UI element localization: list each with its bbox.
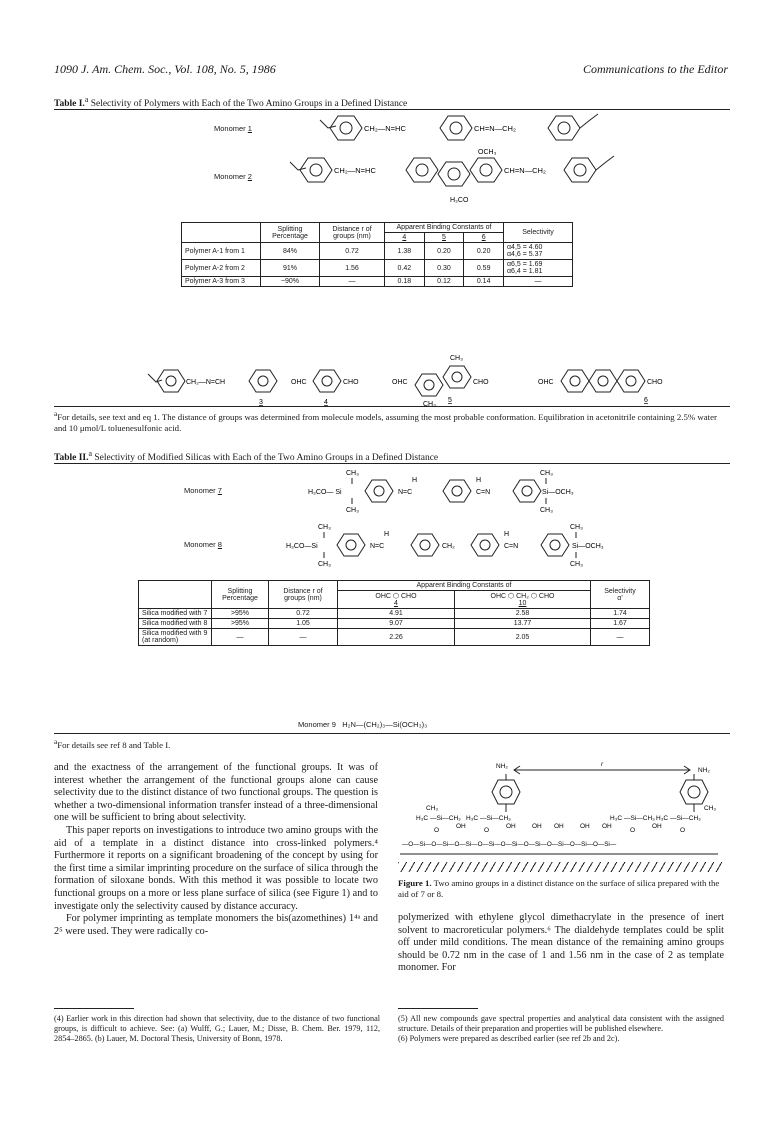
body-right-column (398, 912, 724, 975)
t2-hdr-splitting: Splitting Percentage (212, 581, 269, 609)
svg-text:CH₃: CH₃ (318, 561, 331, 568)
svg-text:H: H (504, 531, 510, 538)
svg-text:N=C: N=C (370, 543, 385, 550)
table1-caption (54, 95, 407, 109)
table-row: Polymer A-3 from 3 ~90% — 0.18 0.12 0.14 — (182, 277, 573, 287)
svg-text:Si—OCH₃: Si—OCH₃ (572, 543, 604, 550)
table1-bottom-rule (54, 406, 730, 407)
monomer7-label: Monomer 7 (184, 486, 222, 495)
svg-text:CH₃: CH₃ (540, 470, 553, 477)
body-left-p2: This paper reports on investigations to introduce two amino groups with the aid of a template in a distinct distance into cross-linked polymers.⁴ Furthermore it reports on a significant broadening of the concept by using for the first time a similar imprinting procedure on the surface of silica through the formation of siloxane bonds. With this method it was possible to locate two functional groups on a more or less plane surface of silica (see Figure 1) and to investigate only the selectivity caused by distance accuracy. (54, 824, 378, 912)
svg-text:O: O (484, 827, 490, 834)
svg-text:H: H (384, 531, 390, 538)
refs-left-rule (54, 1008, 134, 1009)
body-left-p3: For polymer imprinting as template monomers the bis(azomethines) 1⁴ᵃ and 2⁵ were used. They were radically co- (54, 913, 378, 937)
svg-text:CH₃: CH₃ (704, 805, 717, 812)
svg-text:CH₃: CH₃ (540, 507, 553, 514)
svg-text:H: H (412, 477, 418, 484)
svg-text:CH₃: CH₃ (426, 805, 439, 812)
t1-hdr-c6: 6 (464, 233, 504, 243)
svg-text:NH₂: NH₂ (698, 767, 710, 774)
figure1-surface-hatch (398, 862, 722, 872)
svg-text:CH₃: CH₃ (423, 401, 436, 408)
svg-text:C=N: C=N (504, 543, 519, 550)
table2-footnote: $^a$For details see ref 8 and Table I. (54, 737, 171, 750)
svg-text:CH₃: CH₃ (570, 524, 583, 531)
svg-text:CH₂—N=HC: CH₂—N=HC (334, 166, 376, 175)
svg-text:CH₃: CH₃ (450, 355, 463, 362)
svg-text:H₃C: H₃C (466, 815, 479, 822)
svg-text:OH: OH (602, 823, 612, 830)
svg-text:OHC: OHC (291, 379, 307, 386)
monomer8-label: Monomer 8 (184, 540, 222, 549)
svg-text:OHC: OHC (392, 379, 408, 386)
t2-hdr-c4: OHC ⬡ CHO 4 (338, 591, 455, 609)
svg-text:CH₃: CH₃ (346, 470, 359, 477)
body-left-column (54, 762, 378, 938)
monomer9-label: Monomer 9 H₂N—(CH₂)₃—Si(OCH₃)₃ (298, 720, 428, 729)
svg-text:N=C: N=C (398, 489, 413, 496)
svg-text:CH₂: CH₂ (442, 543, 455, 550)
svg-text:C=N: C=N (476, 489, 491, 496)
svg-text:Si—OCH₃: Si—OCH₃ (542, 489, 574, 496)
svg-text:OH: OH (456, 823, 466, 830)
svg-text:OH: OH (506, 823, 516, 830)
table-row: Silica modified with 8 >95% 1.05 9.07 13.77 1.67 (139, 619, 650, 629)
svg-text:4: 4 (324, 399, 328, 406)
svg-text:CH₃: CH₃ (346, 507, 359, 514)
svg-text:NH₂: NH₂ (496, 763, 508, 770)
monomer8-structure (286, 520, 650, 570)
svg-text:—O—Si—O—Si—O—Si—O—Si—O—Si—O—Si: —O—Si—O—Si—O—Si—O—Si—O—Si—O—Si—O—Si—O—Si—O—Si— (402, 841, 617, 848)
table2-top-rule (54, 463, 730, 464)
monomer2-label: Monomer 2 (214, 172, 252, 181)
refs-right (398, 1014, 724, 1045)
refs-left (54, 1014, 380, 1045)
table1-bottom-structures (148, 352, 708, 408)
svg-text:OHC: OHC (538, 379, 554, 386)
figure1-caption: Figure 1. Two amino groups in a distinct distance on the surface of silica prepared with the aid of 7 or 8. (398, 878, 720, 899)
svg-text:3: 3 (259, 399, 263, 406)
table1-data (181, 222, 573, 287)
svg-text:H₃C: H₃C (416, 815, 429, 822)
svg-text:CH=N—CH₂: CH=N—CH₂ (474, 124, 516, 133)
running-header-right: Communications to the Editor (583, 62, 728, 76)
table2-caption-label: Table II. (54, 453, 89, 464)
svg-text:H: H (476, 477, 482, 484)
svg-text:H₃CO— Si: H₃CO— Si (308, 489, 342, 496)
ref-6: (6) Polymers were prepared as described earlier (see ref 2b and 2c). (398, 1034, 620, 1044)
table1-caption-label: Table I. (54, 99, 85, 110)
ref-4: (4) Earlier work in this direction had shown that selectivity, due to the distance of two functional groups, is difficult to achieve. See: (a) Wulff, G.; Lauer, M.; Disse, B. Chem. Ber. 1979, 112, 2854–2865. (b) Lauer, M. Doctoral Thesis, University of Bonn, 1978. (54, 1014, 380, 1044)
t2-hdr-abc: Apparent Binding Constants of (338, 581, 591, 591)
table2-data (138, 580, 650, 646)
t1-hdr-abc: Apparent Binding Constants of (385, 223, 504, 233)
svg-text:H₃C: H₃C (656, 815, 669, 822)
monomer1-label: Monomer 1 (214, 124, 252, 133)
ref-5: (5) All new compounds gave spectral properties and analytical data consistent with the assigned structure. Details of their preparation and properties will be published elsewhere. (398, 1014, 724, 1034)
figure1-diagram (398, 758, 728, 870)
t1-hdr-c5: 5 (424, 233, 464, 243)
t2-hdr-selectivity: Selectivity α' (591, 581, 650, 609)
body-right-p1: polymerized with ethylene glycol dimethacrylate in the presence of inert solvent to macroreticular polymers.⁶ The dialdehyde templates could be split off under mild conditions. The mean distance of the remaining amino groups should be 0.72 nm in the case of 1 and 1.56 nm in the case of 2 as template monomer. For (398, 912, 724, 974)
running-header-left: 1090 J. Am. Chem. Soc., Vol. 108, No. 5, 1986 (54, 62, 276, 76)
t1-hdr-selectivity: Selectivity (504, 223, 573, 243)
svg-text:CH₃: CH₃ (570, 561, 583, 568)
svg-text:CH=N—CH₂: CH=N—CH₂ (504, 166, 546, 175)
svg-text:H₃CO: H₃CO (450, 197, 469, 204)
table1-caption-text: Selectivity of Polymers with Each of the Two Amino Groups in a Defined Distance (90, 99, 408, 110)
svg-text:H₃C: H₃C (610, 815, 623, 822)
t1-hdr-distance: Distance r of groups (nm) (320, 223, 385, 243)
table-row: Silica modified with 9 (at random) — — 2.26 2.05 — (139, 629, 650, 646)
monomer2-structure (290, 148, 630, 210)
t2-hdr-c10: OHC ⬡ CH₂ ⬡ CHO 10 (455, 591, 591, 609)
svg-text:OH: OH (532, 823, 542, 830)
table2-caption-sup: a (88, 449, 93, 458)
svg-text:OH: OH (580, 823, 590, 830)
monomer1-structure (320, 112, 610, 152)
svg-text:—Si—CH₃: —Si—CH₃ (670, 815, 701, 822)
t1-hdr-c4: 4 (385, 233, 425, 243)
svg-text:O: O (630, 827, 636, 834)
svg-text:CH₂—N=HC: CH₂—N=HC (364, 124, 406, 133)
t2-hdr-distance: Distance r of groups (nm) (269, 581, 338, 609)
body-left-p1: and the exactness of the arrangement of the functional groups. It was of interest whether the arrangement of the functional groups alone can cause selectivity due to the distinct distance of two functional groups. The question is whether a two-dimensional information transfer instead of a three-dimensional one will be sufficient to bring about selectivity. (54, 762, 378, 824)
svg-text:CH₂—N=CH: CH₂—N=CH (186, 379, 226, 386)
table1-top-rule (54, 109, 730, 110)
table1-footnote: $^a$For details, see text and eq 1. The distance of groups was determined from molecule models, assuming the most probable conformation. Equilibration in acetonitrile containing 2.5% water and 10 μmol/L toluenesulfonic acid. (54, 409, 717, 433)
svg-text:OH: OH (554, 823, 564, 830)
svg-text:—Si—CH₃: —Si—CH₃ (480, 815, 511, 822)
table1-caption-sup: a (84, 95, 89, 104)
t1-hdr-splitting: Splitting Percentage (261, 223, 320, 243)
svg-text:—Si—CH₃: —Si—CH₃ (430, 815, 461, 822)
table-row: Polymer A-1 from 1 84% 0.72 1.38 0.20 0.20 α4,5 = 4.60 α4,6 = 5.37 (182, 243, 573, 260)
svg-text:CHO: CHO (343, 379, 359, 386)
table2-caption (54, 449, 438, 463)
table-row: Silica modified with 7 >95% 0.72 4.91 2.58 1.74 (139, 609, 650, 619)
table2-caption-text: Selectivity of Modified Silicas with Each of the Two Amino Groups in a Defined Distance (94, 453, 439, 464)
svg-text:O: O (434, 827, 440, 834)
svg-text:O: O (680, 827, 686, 834)
svg-text:CHO: CHO (647, 379, 663, 386)
svg-text:OCH₃: OCH₃ (478, 149, 497, 156)
svg-text:—Si—CH₃: —Si—CH₃ (624, 815, 655, 822)
svg-text:CHO: CHO (473, 379, 489, 386)
svg-text:6: 6 (644, 397, 648, 404)
svg-text:r: r (601, 761, 604, 768)
svg-text:CH₃: CH₃ (318, 524, 331, 531)
svg-text:OH: OH (652, 823, 662, 830)
table-row: Polymer A-2 from 2 91% 1.56 0.42 0.30 0.59 α6,5 = 1.69 α6,4 = 1.81 (182, 260, 573, 277)
monomer7-structure (308, 466, 608, 514)
refs-right-rule (398, 1008, 478, 1009)
table2-bottom-rule (54, 733, 730, 734)
svg-text:H₃CO—Si: H₃CO—Si (286, 543, 318, 550)
svg-text:5: 5 (448, 397, 452, 404)
